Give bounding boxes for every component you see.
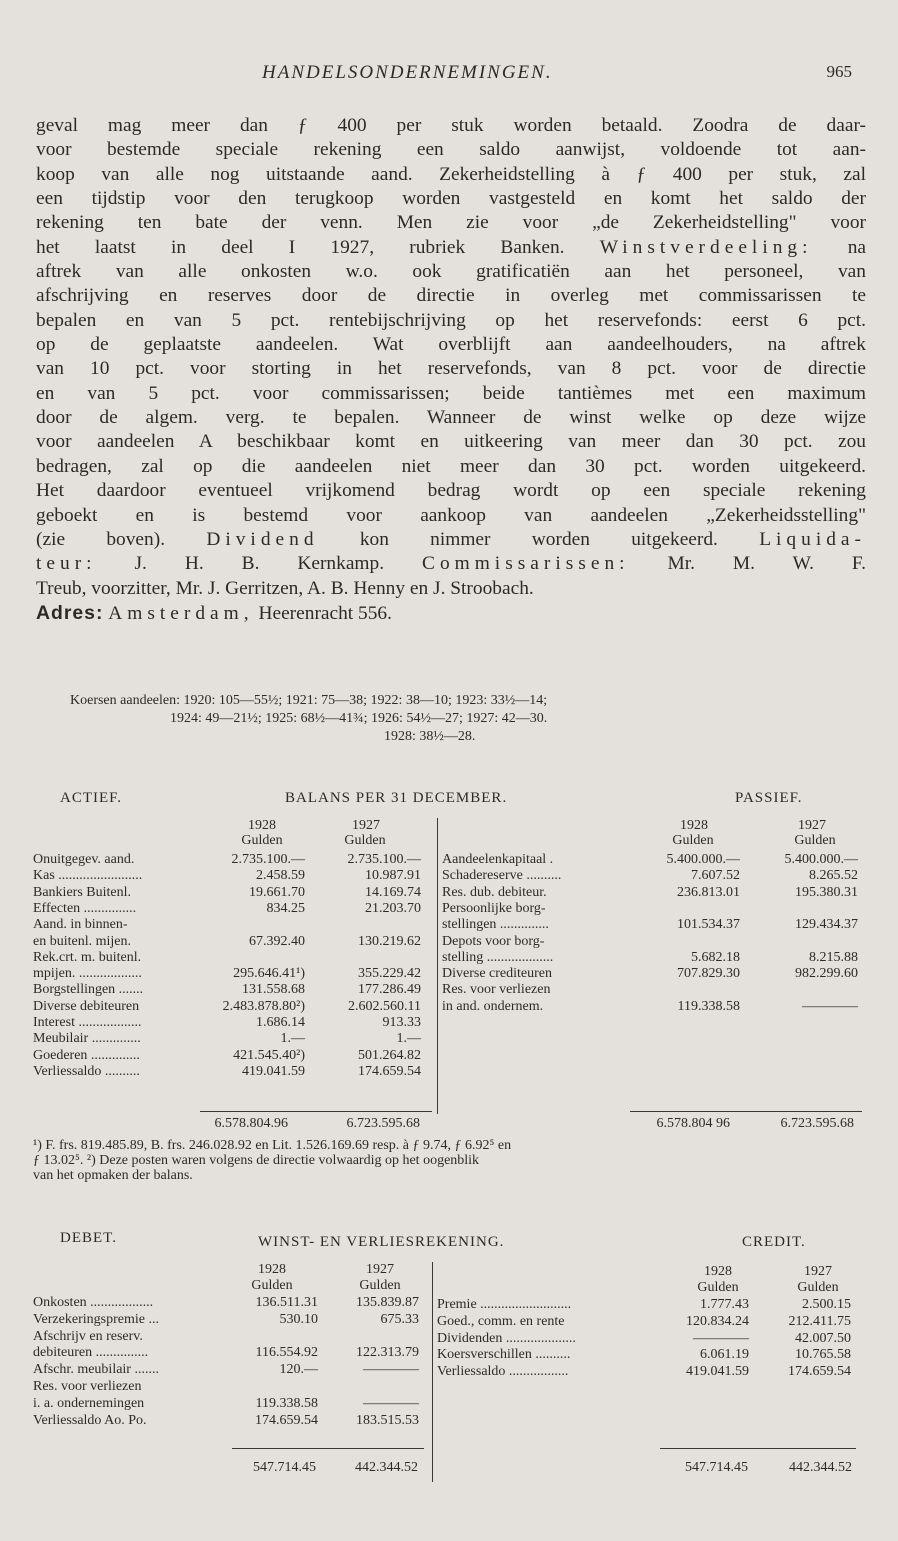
row-value-1927: 135.839.87 bbox=[356, 1295, 419, 1310]
row-value-1928: 6.061.19 bbox=[700, 1347, 749, 1363]
row-label: Meubilair .............. bbox=[33, 1031, 141, 1047]
body-line: voor aandeelen A beschikbaar komt en uitkeering van meer dan 30 pct. zou bbox=[36, 431, 866, 453]
row-value-1927: 2.735.100.— bbox=[347, 852, 421, 867]
koersen-line-2: 1924: 49—21½; 1925: 68½—41¾; 1926: 54½—27; 1927: 42—30. bbox=[170, 711, 548, 726]
body-line: koop van alle nog uitstaande aand. Zekerheidstelling à ƒ 400 per stuk, zal bbox=[36, 163, 866, 185]
row-label: Persoonlijke borg- bbox=[442, 900, 546, 916]
wv-unit-right-1: Gulden bbox=[697, 1280, 739, 1295]
row-label: Afschrijv en reserv. bbox=[33, 1328, 143, 1344]
row-label: Bankiers Buitenl. bbox=[33, 884, 131, 900]
row-value-1927: 1.— bbox=[396, 1031, 421, 1047]
row-value-1928: 1.777.43 bbox=[700, 1297, 749, 1312]
body-line: bepalen en van 5 pct. rentebijschrijving op het reservefonds: eerst 6 pct. bbox=[36, 309, 866, 331]
winst-label: Winstverdeeling: bbox=[599, 236, 813, 258]
wv-year-1928-left: 1928 bbox=[258, 1262, 286, 1277]
row-label: Goederen .............. bbox=[33, 1047, 140, 1063]
row-value-1928: 419.041.59 bbox=[686, 1364, 749, 1380]
comm-label: Commissarissen: bbox=[422, 553, 630, 575]
balans-unit-right-1: Gulden bbox=[672, 833, 714, 848]
adres-street: Heerenracht 556. bbox=[258, 602, 392, 624]
row-value-1927: 174.659.54 bbox=[788, 1364, 851, 1380]
row-value-1928: 5.400.000.— bbox=[666, 852, 740, 867]
row-value-1928: 295.646.41¹) bbox=[233, 966, 305, 982]
balans-year-1928-right: 1928 bbox=[680, 818, 708, 833]
row-value-1928: 419.041.59 bbox=[242, 1063, 305, 1079]
row-label: Kas ........................ bbox=[33, 868, 143, 884]
row-label: Premie .......................... bbox=[437, 1297, 572, 1312]
row-value-1927: 2.500.15 bbox=[802, 1297, 851, 1312]
row-value-1927: 42.007.50 bbox=[795, 1330, 851, 1346]
winst-rest: na bbox=[847, 236, 866, 258]
table-row bbox=[33, 1345, 428, 1360]
row-label: Interest .................. bbox=[33, 1015, 142, 1030]
row-value-1928: 834.25 bbox=[266, 900, 305, 916]
wv-year-1928-right: 1928 bbox=[704, 1264, 732, 1279]
row-value-1927: 10.987.91 bbox=[365, 868, 421, 884]
row-value-1928: ———— bbox=[693, 1330, 749, 1346]
row-label: Res. voor verliezen bbox=[33, 1379, 142, 1394]
row-value-1927: 21.203.70 bbox=[365, 900, 421, 916]
body-line: van 10 pct. voor storting in het reservefonds, van 8 pct. voor de directie bbox=[36, 358, 866, 380]
row-value-1927: 8.215.88 bbox=[809, 949, 858, 965]
table-row bbox=[437, 1331, 857, 1346]
row-label: Rek.crt. m. buitenl. bbox=[33, 949, 142, 965]
row-value-1928: 116.554.92 bbox=[255, 1345, 318, 1361]
table-row bbox=[437, 1314, 857, 1329]
row-value-1928: 5.682.18 bbox=[691, 949, 740, 965]
row-label: Verliessaldo .......... bbox=[33, 1063, 140, 1079]
debet-heading: DEBET. bbox=[60, 1230, 117, 1246]
body-line: een tijdstip voor den terugkoop worden vastgesteld en komt het saldo der bbox=[36, 188, 866, 210]
body-line: bedragen, zal op die aandeelen niet meer dan 30 pct. worden uitgekeerd. bbox=[36, 455, 866, 477]
balans-unit-left-2: Gulden bbox=[344, 833, 386, 848]
body-line: aftrek van alle onkosten w.o. ook gratificatiën aan het personeel, van bbox=[36, 261, 866, 283]
row-value-1927: 5.400.000.— bbox=[784, 852, 858, 867]
comm-names-1: Mr. M. W. F. bbox=[667, 553, 866, 575]
row-value-1928: 707.829.30 bbox=[677, 966, 740, 982]
row-value-1927: 982.299.60 bbox=[795, 966, 858, 982]
table-row bbox=[33, 1396, 428, 1411]
balans-total-left-1927: 6.723.595.68 bbox=[346, 1116, 420, 1131]
row-label: Res. dub. debiteur. bbox=[442, 884, 547, 900]
adres-city: Amsterdam, bbox=[108, 602, 254, 624]
row-value-1928: 1.— bbox=[280, 1031, 305, 1047]
actief-heading: ACTIEF. bbox=[60, 790, 123, 806]
passief-heading: PASSIEF. bbox=[735, 790, 803, 806]
koersen-line-3: 1928: 38½—28. bbox=[384, 729, 476, 744]
row-label: Verliessaldo Ao. Po. bbox=[33, 1412, 147, 1428]
koersen-line-1: Koersen aandeelen: 1920: 105—55½; 1921: 75—38; 1922: 38—10; 1923: 33½—14; bbox=[70, 693, 548, 708]
table-row bbox=[437, 1364, 857, 1379]
table-row bbox=[33, 1362, 428, 1377]
row-value-1928: 19.661.70 bbox=[249, 884, 305, 900]
row-label: Borgstellingen ....... bbox=[33, 982, 144, 998]
running-title: HANDELSONDERNEMINGEN. bbox=[262, 62, 553, 83]
table-row bbox=[33, 1312, 428, 1327]
div-pre: (zie boven). bbox=[36, 528, 166, 550]
body-line: afschrijving en reserves door de directie in overleg met commissarissen te bbox=[36, 285, 866, 307]
wv-year-1927-left: 1927 bbox=[366, 1262, 394, 1277]
row-label: Aandeelenkapitaal . bbox=[442, 852, 554, 867]
wv-total-rule-right bbox=[660, 1448, 856, 1449]
row-value-1927: 675.33 bbox=[380, 1311, 419, 1327]
row-value-1927: 2.602.560.11 bbox=[348, 998, 421, 1014]
div-mid: kon nimmer worden uitgekeerd. bbox=[359, 528, 718, 550]
balans-year-1927-right: 1927 bbox=[798, 818, 826, 833]
row-value-1928: 67.392.40 bbox=[249, 933, 305, 949]
row-label: stelling ................... bbox=[442, 949, 554, 965]
balans-total-right-1928: 6.578.804 96 bbox=[656, 1116, 730, 1131]
wv-divider bbox=[432, 1262, 433, 1482]
row-value-1928: 120.834.24 bbox=[686, 1313, 749, 1329]
row-value-1928: 2.735.100.— bbox=[231, 852, 305, 867]
row-label: Effecten ............... bbox=[33, 900, 137, 916]
wv-total-right-1928: 547.714.45 bbox=[685, 1460, 748, 1475]
row-value-1927: 177.286.49 bbox=[358, 982, 421, 998]
row-label: Goed., comm. en rente bbox=[437, 1313, 565, 1329]
balans-unit-right-2: Gulden bbox=[794, 833, 836, 848]
balans-total-right-1927: 6.723.595.68 bbox=[780, 1116, 854, 1131]
body-line: Het daardoor eventueel vrijkomend bedrag wordt op een speciale rekening bbox=[36, 480, 866, 502]
row-label: Koersverschillen .......... bbox=[437, 1347, 571, 1363]
wv-total-rule-left bbox=[232, 1448, 424, 1449]
row-value-1927: 14.169.74 bbox=[365, 884, 421, 900]
row-value-1927: 8.265.52 bbox=[809, 868, 858, 884]
row-value-1927: 183.515.53 bbox=[356, 1412, 419, 1428]
row-value-1927: ———— bbox=[802, 998, 858, 1014]
row-label: mpijen. .................. bbox=[33, 966, 142, 982]
footnote-1: ¹) F. frs. 819.485.89, B. frs. 246.028.92 en Lit. 1.526.169.69 resp. à ƒ 9.74, ƒ 6.92⁵ en bbox=[33, 1138, 512, 1153]
adres-label: Adres: bbox=[36, 601, 104, 624]
row-value-1928: 119.338.58 bbox=[677, 998, 740, 1014]
row-value-1927: 913.33 bbox=[382, 1015, 421, 1030]
footnote-3: van het opmaken der balans. bbox=[33, 1168, 193, 1183]
body-line: en van 5 pct. voor commissarissen; beide tantièmes met een maximum bbox=[36, 382, 866, 404]
body-line: rekening ten bate der venn. Men zie voor „de Zekerheidstelling" voor bbox=[36, 212, 866, 234]
table-row bbox=[33, 1413, 428, 1428]
table-row bbox=[437, 1347, 857, 1362]
row-value-1928: 174.659.54 bbox=[255, 1412, 318, 1428]
row-label: Verzekeringspremie ... bbox=[33, 1311, 159, 1327]
div-label: Dividend bbox=[206, 528, 319, 550]
row-value-1928: 236.813.01 bbox=[677, 884, 740, 900]
row-value-1927: ———— bbox=[363, 1395, 419, 1411]
row-value-1927: 195.380.31 bbox=[795, 884, 858, 900]
body-line: geboekt en is bestemd voor aankoop van aandeelen „Zekerheidsstelling" bbox=[36, 504, 866, 526]
row-value-1927: 122.313.79 bbox=[356, 1345, 419, 1361]
balans-title: BALANS PER 31 DECEMBER. bbox=[285, 790, 508, 806]
wv-year-1927-right: 1927 bbox=[804, 1264, 832, 1279]
row-label: Schadereserve .......... bbox=[442, 868, 562, 884]
wv-unit-right-2: Gulden bbox=[797, 1280, 839, 1295]
wv-title: WINST- EN VERLIESREKENING. bbox=[258, 1234, 505, 1250]
row-value-1927: 10.765.58 bbox=[795, 1347, 851, 1363]
row-label: debiteuren ............... bbox=[33, 1345, 149, 1361]
row-label: Verliessaldo ................. bbox=[437, 1364, 569, 1380]
body-line: Treub, voorzitter, Mr. J. Gerritzen, A. B. Henny en J. Stroobach. bbox=[36, 577, 534, 599]
table-row bbox=[33, 1379, 428, 1394]
wv-total-left-1928: 547.714.45 bbox=[253, 1460, 316, 1475]
row-value-1927: 129.434.37 bbox=[795, 917, 858, 933]
footnote-2: ƒ 13.02⁵. ²) Deze posten waren volgens de directie volwaardig op het oogenblik bbox=[33, 1153, 480, 1168]
row-value-1928: 131.558.68 bbox=[242, 982, 305, 998]
table-row bbox=[33, 1295, 428, 1310]
table-row bbox=[437, 1297, 857, 1312]
liq-label-2: teur: bbox=[36, 553, 97, 575]
row-label: Diverse debiteuren bbox=[33, 998, 140, 1014]
row-value-1928: 120.— bbox=[279, 1362, 318, 1378]
row-label: en buitenl. mijen. bbox=[33, 933, 131, 949]
row-label: Diverse crediteuren bbox=[442, 966, 552, 982]
row-label: Depots voor borg- bbox=[442, 933, 545, 949]
row-label: in and. ondernem. bbox=[442, 998, 544, 1014]
balans-unit-left-1: Gulden bbox=[241, 833, 283, 848]
wv-unit-left-2: Gulden bbox=[359, 1278, 401, 1293]
row-label: Onkosten .................. bbox=[33, 1295, 154, 1310]
body-line: voor bestemde speciale rekening een saldo aanwijst, voldoende tot aan- bbox=[36, 139, 866, 161]
row-value-1927: ———— bbox=[363, 1362, 419, 1378]
row-label: Aand. in binnen- bbox=[33, 917, 128, 933]
body-line: geval mag meer dan ƒ 400 per stuk worden betaald. Zoodra de daar- bbox=[36, 115, 866, 136]
balans-total-left-1928: 6.578.804.96 bbox=[214, 1116, 288, 1131]
page-number: 965 bbox=[826, 62, 852, 81]
wv-unit-left-1: Gulden bbox=[251, 1278, 293, 1293]
row-value-1927: 130.219.62 bbox=[358, 933, 421, 949]
body-line: op de geplaatste aandeelen. Wat overblijft aan aandeelhouders, na aftrek bbox=[36, 334, 866, 356]
row-value-1927: 174.659.54 bbox=[358, 1063, 421, 1079]
table-row bbox=[33, 1329, 428, 1344]
wv-total-right-1927: 442.344.52 bbox=[789, 1460, 852, 1475]
body-line: door de algem. verg. te bepalen. Wanneer de winst welke op deze wijze bbox=[36, 407, 866, 429]
row-value-1928: 2.483.878.80²) bbox=[222, 998, 305, 1014]
row-label: Afschr. meubilair ....... bbox=[33, 1362, 159, 1378]
row-label: Dividenden .................... bbox=[437, 1330, 576, 1346]
row-value-1928: 119.338.58 bbox=[255, 1395, 318, 1411]
credit-heading: CREDIT. bbox=[742, 1234, 806, 1250]
row-value-1928: 2.458.59 bbox=[256, 868, 305, 884]
row-value-1928: 530.10 bbox=[279, 1311, 318, 1327]
liq-name: J. H. B. Kernkamp. bbox=[134, 553, 385, 575]
row-label: stellingen .............. bbox=[442, 917, 549, 933]
balans-year-1927-left: 1927 bbox=[352, 818, 380, 833]
row-value-1927: 501.264.82 bbox=[358, 1047, 421, 1063]
balans-year-1928-left: 1928 bbox=[248, 818, 276, 833]
row-value-1928: 136.511.31 bbox=[255, 1295, 318, 1310]
row-value-1928: 421.545.40²) bbox=[233, 1047, 305, 1063]
wv-total-left-1927: 442.344.52 bbox=[355, 1460, 418, 1475]
row-label: Res. voor verliezen bbox=[442, 982, 551, 998]
row-value-1928: 1.686.14 bbox=[256, 1015, 305, 1030]
row-value-1927: 355.229.42 bbox=[358, 966, 421, 982]
row-value-1927: 212.411.75 bbox=[788, 1313, 851, 1329]
row-value-1928: 7.607.52 bbox=[691, 868, 740, 884]
body-line-text: het laatst in deel I 1927, rubriek Banken. bbox=[36, 236, 565, 258]
row-label: i. a. ondernemingen bbox=[33, 1395, 145, 1411]
row-value-1928: 101.534.37 bbox=[677, 917, 740, 933]
liq-label: Liquida- bbox=[759, 528, 866, 550]
row-label: Onuitgegev. aand. bbox=[33, 852, 135, 867]
